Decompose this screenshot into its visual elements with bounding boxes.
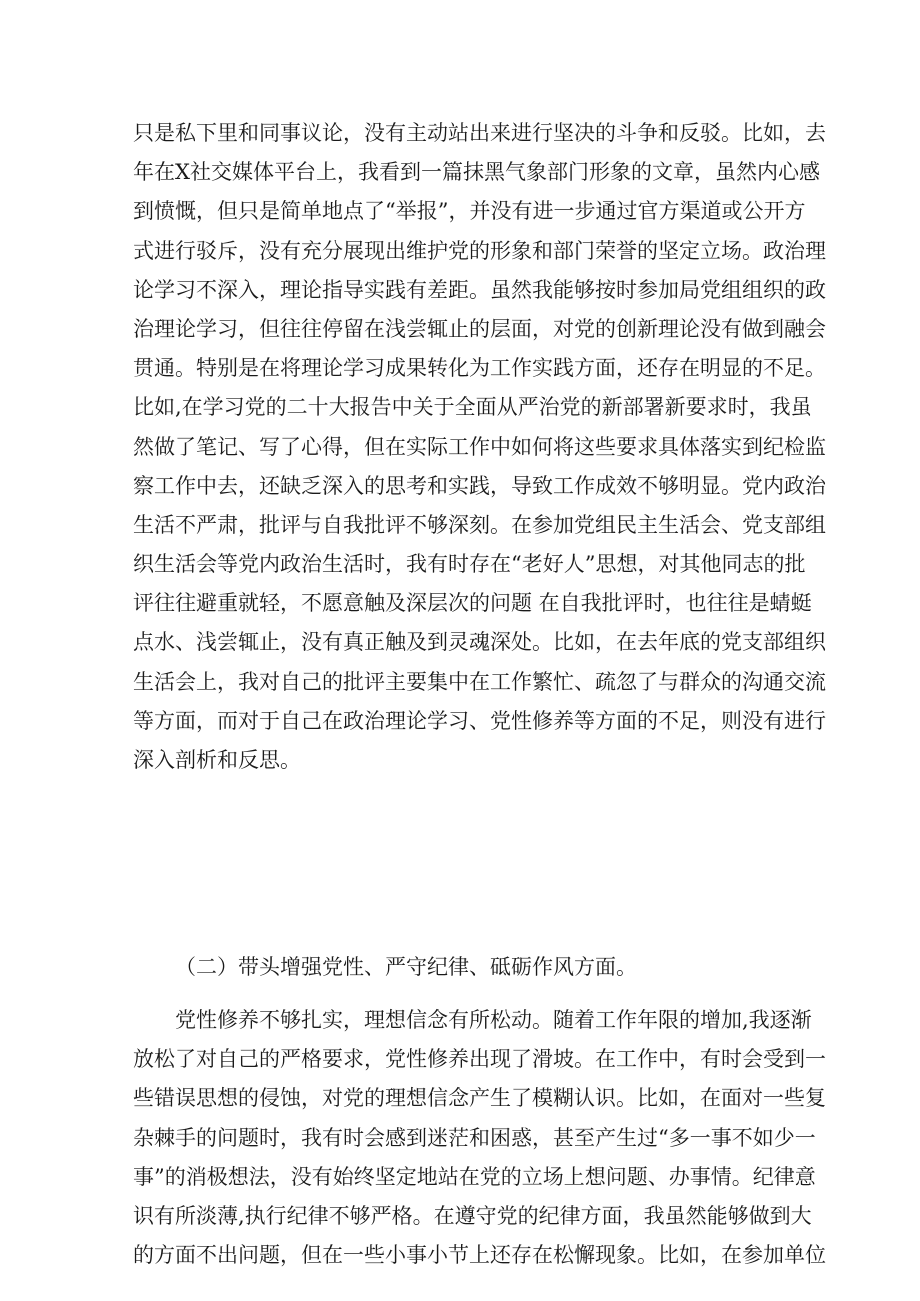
body-paragraph-1: [133, 114, 826, 780]
text-line: 杂棘手的问题时，我有时会感到迷茫和困惑，甚至产生过“多一事不如少一: [133, 1125, 816, 1150]
text-line: 只是私下里和同事议论，没有主动站出来进行坚决的斗争和反驳。比如，去: [133, 121, 826, 145]
text-line: 的方面不出问题，但在一些小事小节上还存在松懈现象。比如，在参加单位: [133, 1243, 826, 1268]
text-line: 事”的消极想法，没有始终坚定地站在党的立场上想问题、办事情。纪律意: [133, 1164, 816, 1189]
text-line: 生活不严肃，批评与自我批评不够深刻。在参加党组民主生活会、党支部组: [133, 512, 826, 537]
section-heading: （二）带头增强党性、严守纪律、砥砺作风方面。: [175, 955, 637, 979]
text-line: 等方面，而对于自己在政治理论学习、党性修养等方面的不足，则没有进行: [133, 708, 826, 733]
text-line: 放松了对自己的严格要求，党性修养出现了滑坡。在工作中，有时会受到一: [133, 1047, 826, 1072]
text-line: 深入剖析和反思。: [133, 748, 301, 772]
text-line: 识有所淡薄,执行纪律不够严格。在遵守党的纪律方面，我虽然能够做到大: [133, 1203, 812, 1228]
text-line: 生活会上，我对自己的批评主要集中在工作繁忙、疏忽了与群众的沟通交流: [133, 669, 826, 694]
text-line: 到愤慨，但只是简单地点了“举报”，并没有进一步通过官方渠道或公开方: [133, 199, 806, 224]
text-line: 织生活会等党内政治生活时，我有时存在“老好人”思想，对其他同志的批: [133, 552, 806, 577]
text-line: 年在X社交媒体平台上，我看到一篇抹黑气象部门形象的文章，虽然内心感: [133, 160, 820, 185]
text-line: 论学习不深入，理论指导实践有差距。虽然我能够按时参加局党组组织的政: [133, 277, 826, 302]
text-line: 治理论学习，但往往停留在浅尝辄止的层面，对党的创新理论没有做到融会: [133, 316, 826, 341]
text-line: 贯通。特别是在将理论学习成果转化为工作实践方面，还存在明显的不足。: [133, 356, 826, 381]
body-paragraph-2: [133, 1001, 826, 1275]
text-line: 察工作中去，还缺乏深入的思考和实践，导致工作成效不够明显。党内政治: [133, 473, 826, 498]
text-line: 党性修养不够扎实，理想信念有所松动。随着工作年限的增加,我逐渐: [175, 1008, 812, 1032]
text-line: 式进行驳斥，没有充分展现出维护党的形象和部门荣誉的坚定立场。政治理: [133, 238, 826, 263]
text-line: 然做了笔记、写了心得，但在实际工作中如何将这些要求具体落实到纪检监: [133, 434, 826, 459]
text-line: 比如,在学习党的二十大报告中关于全面从严治党的新部署新要求时，我虽: [133, 395, 812, 420]
text-line: 些错误思想的侵蚀，对党的理想信念产生了模糊认识。比如，在面对一些复: [133, 1086, 826, 1111]
text-line: 点水、浅尝辄止，没有真正触及到灵魂深处。比如，在去年底的党支部组织: [133, 630, 826, 655]
text-line: 评往往避重就轻，不愿意触及深层次的问题 在自我批评时，也往往是蜻蜓: [133, 591, 812, 616]
